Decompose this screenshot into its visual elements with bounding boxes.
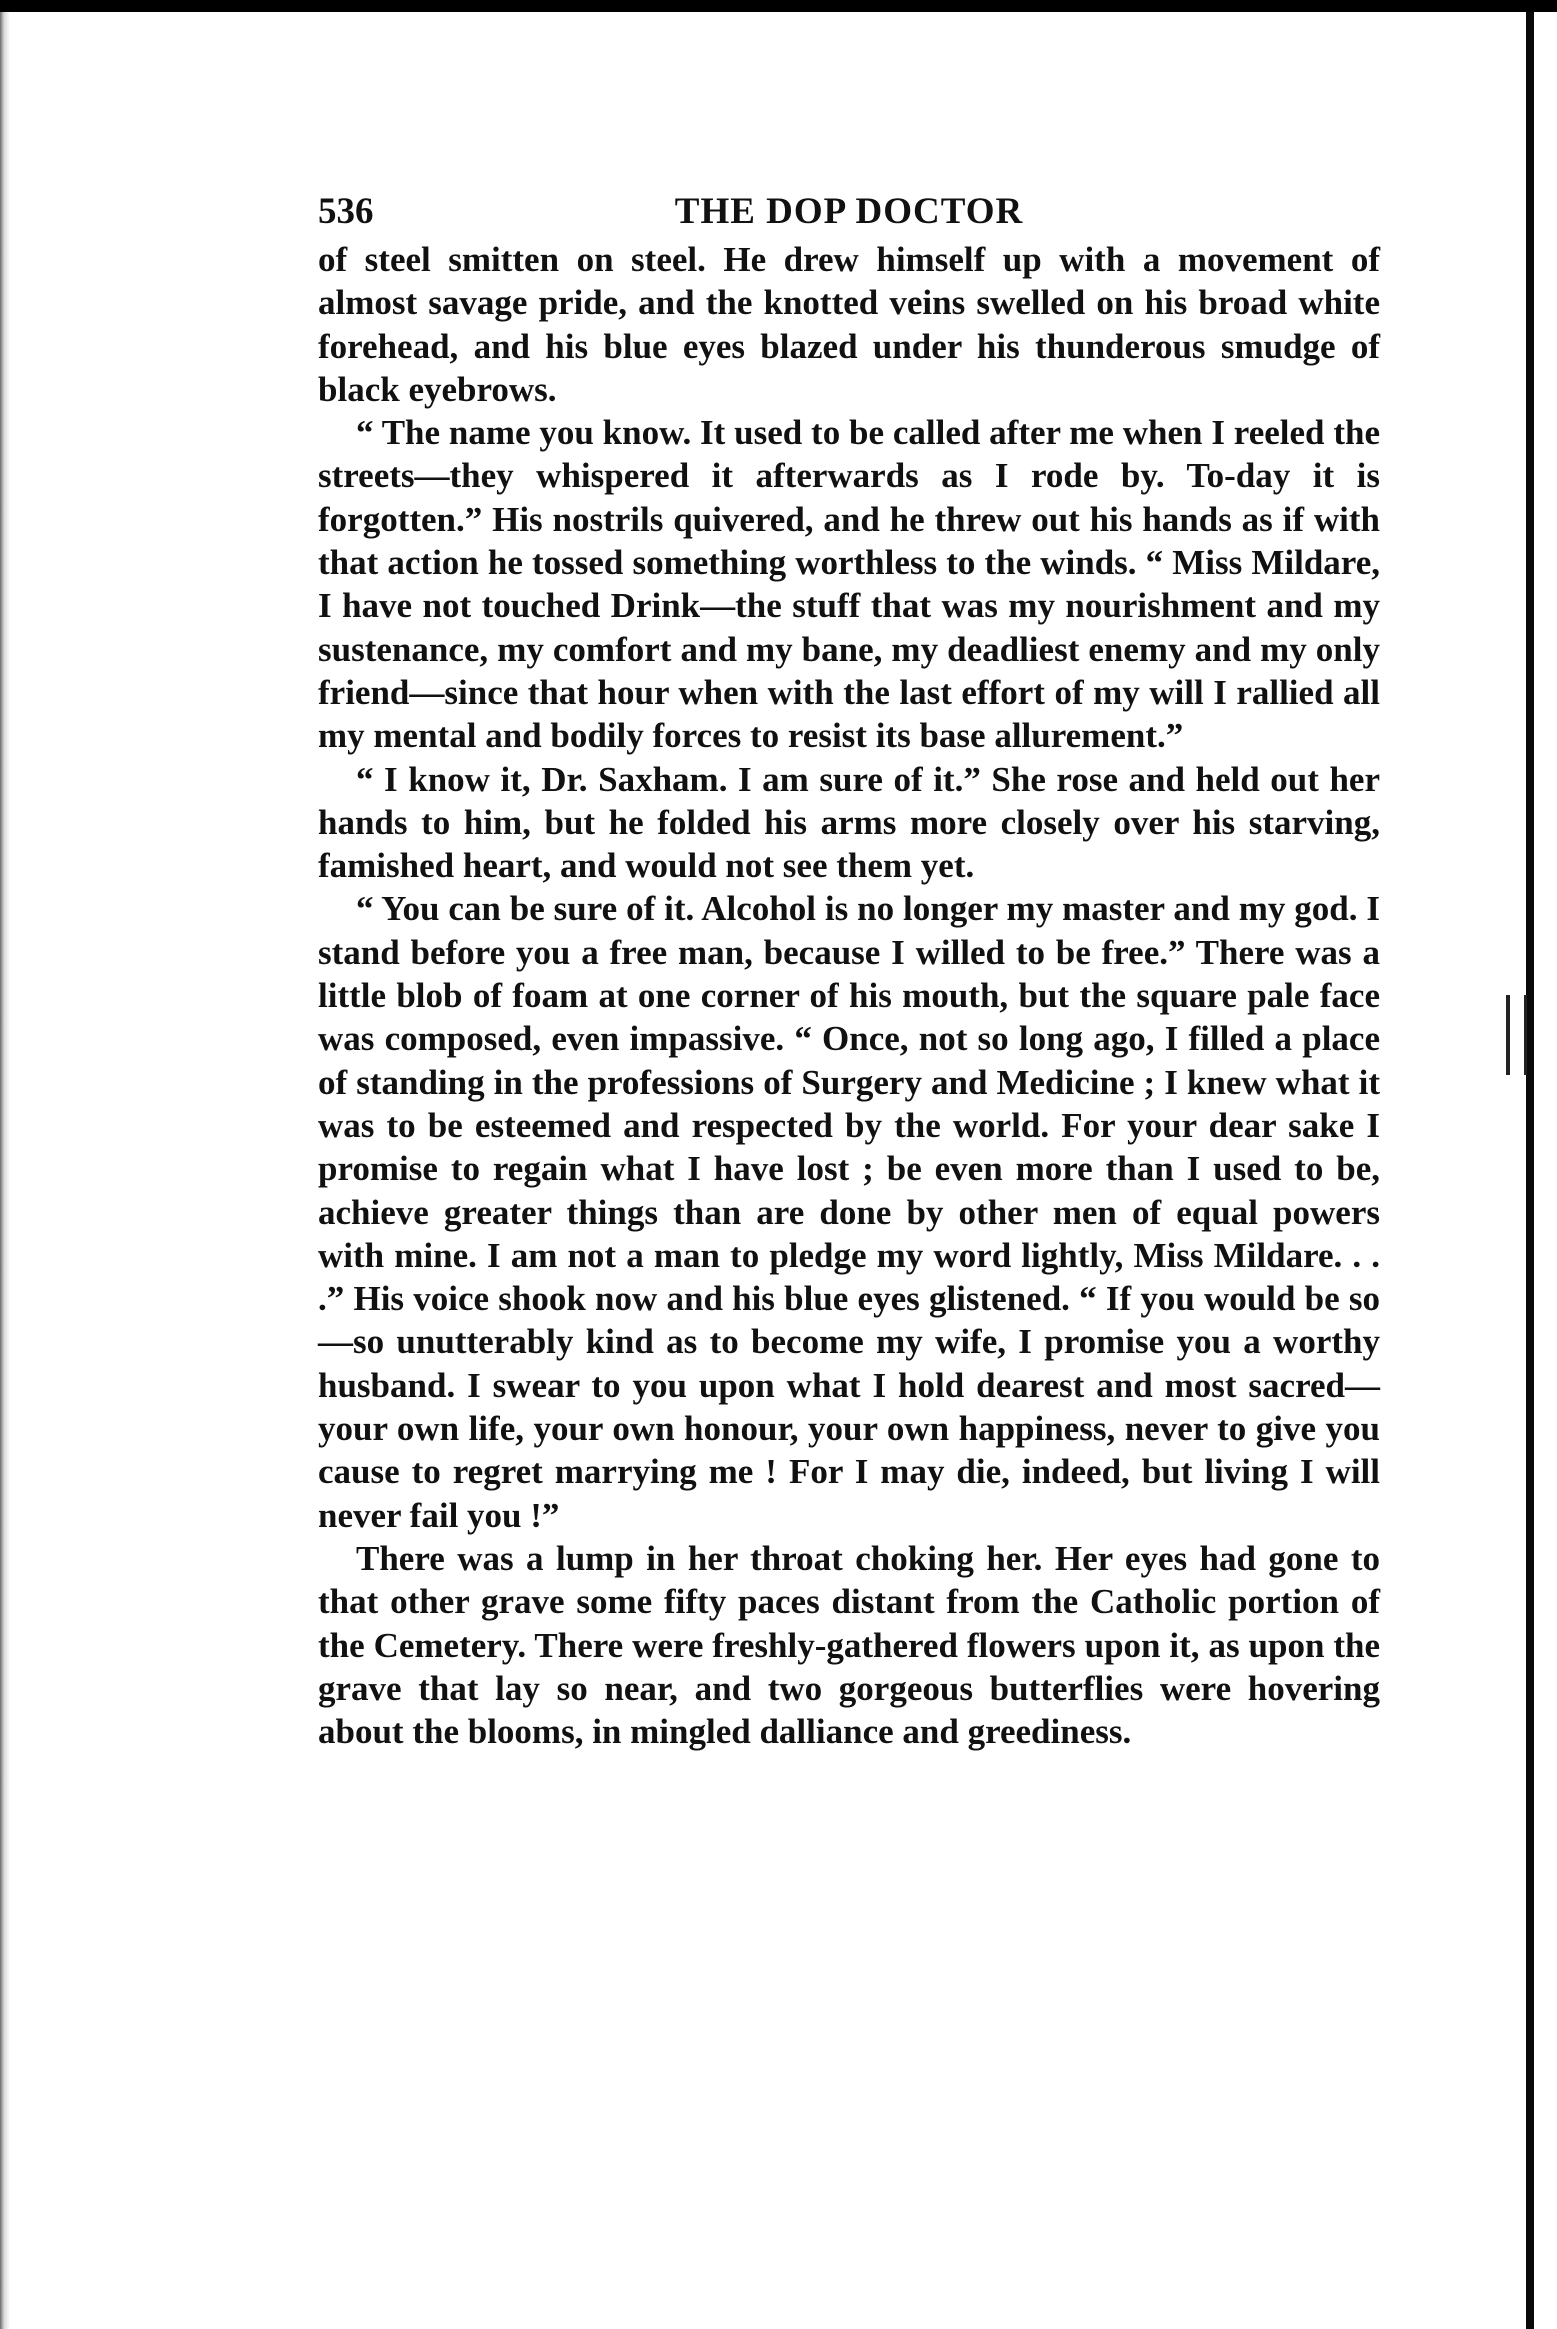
running-head xyxy=(318,190,1380,238)
body-text xyxy=(318,238,1380,1753)
running-title: THE DOP DOCTOR xyxy=(674,191,1024,232)
paragraph-4: “ You can be sure of it. Alcohol is no longer my master and my god. I stand before you a free man, because I willed to be free.” There was a little blob of foam at one corner of his mouth, but the square pale face was composed, even impassive. “ Once, not so long ago, I filled a place of standing in the professions of Surgery and Medicine ; I knew what it was to be esteemed and respected by the world. For your dear sake I promise to regain what I have lost ; be even more than I used to be, achieve greater things than are done by other men of equal powers with mine. I am not a man to pledge my word lightly, Miss Mildare. . . .” His voice shook now and his blue eyes glistened. “ If you would be so—so unutterably kind as to become my wife, I promise you a worthy husband. I swear to you upon what I hold dearest and most sacred—your own life, your own honour, your own happiness, never to give you cause to regret marrying me ! For I may die, indeed, but living I will never fail you !” xyxy=(318,889,1380,1535)
scan-margin-mark xyxy=(1506,995,1527,1075)
scan-right-binding xyxy=(1526,12,1534,2329)
scan-top-border xyxy=(0,0,1557,12)
page-number: 536 xyxy=(318,191,374,232)
book-page xyxy=(318,190,1380,1753)
paragraph-5: There was a lump in her throat choking her. Her eyes had gone to that other grave some fifty paces distant from the Catholic portion of the Cemetery. There were freshly-gathered flowers upon it, as upon the grave that lay so near, and two gorgeous butterflies were hovering about the blooms, in mingled dalliance and greediness. xyxy=(318,1538,1380,1752)
paragraph-1: of steel smitten on steel. He drew himself up with a movement of almost savage pride, and the knotted veins swelled on his broad white forehead, and his blue eyes blazed under his thunderous smudge of black eyebrows. xyxy=(318,240,1380,409)
paragraph-3: “ I know it, Dr. Saxham. I am sure of it.” She rose and held out her hands to him, but he folded his arms more closely over his starving, famished heart, and would not see them yet. xyxy=(318,759,1380,886)
paragraph-2: “ The name you know. It used to be called after me when I reeled the streets—they whispered it afterwards as I rode by. To-day it is forgotten.” His nostrils quivered, and he threw out his hands as if with that action he tossed something worthless to the winds. “ Miss Mildare, I have not touched Drink—the stuff that was my nourishment and my sustenance, my comfort and my bane, my deadliest enemy and my only friend—since that hour when with the last effort of my will I rallied all my mental and bodily forces to resist its base allurement.” xyxy=(318,413,1380,756)
scan-left-edge xyxy=(0,12,10,2329)
